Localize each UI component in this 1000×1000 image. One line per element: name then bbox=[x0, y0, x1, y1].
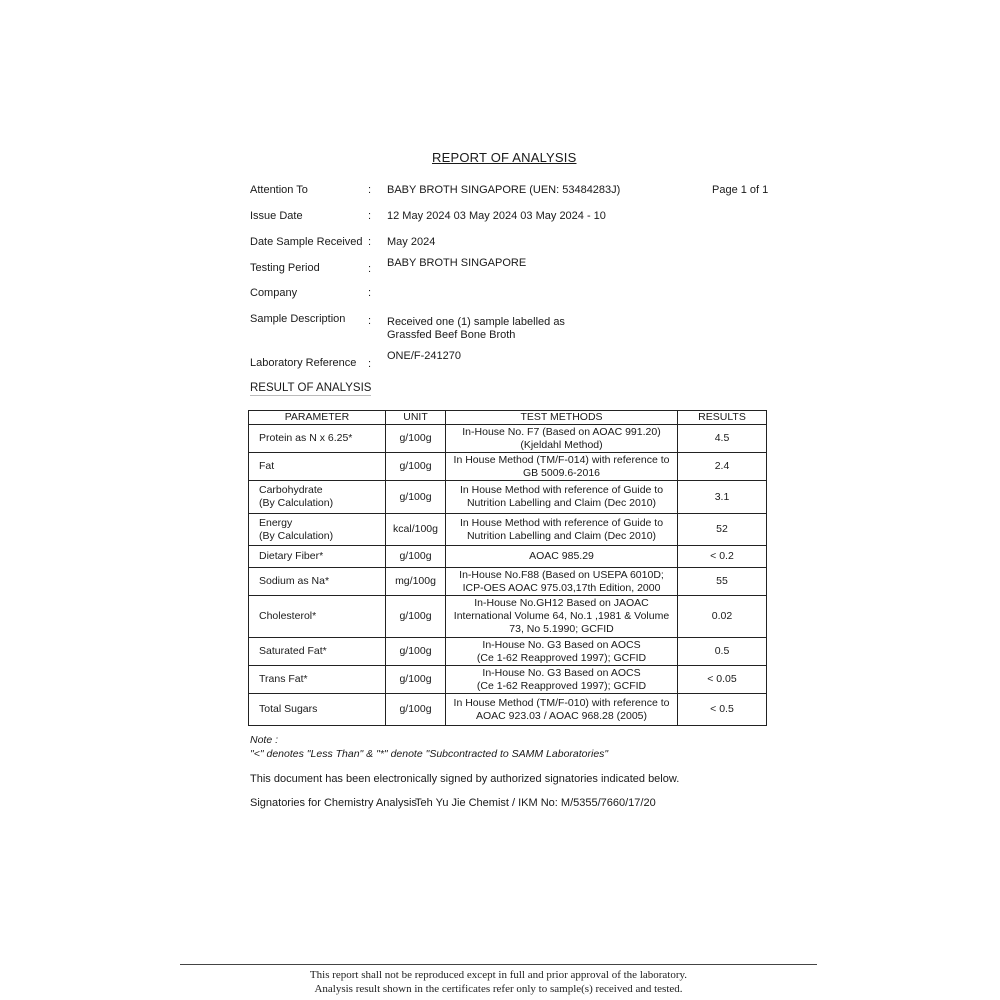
method-cell bbox=[446, 425, 678, 453]
header-parameter: PARAMETER bbox=[249, 411, 386, 425]
results-table bbox=[248, 410, 767, 726]
colon: : bbox=[368, 263, 372, 275]
signatories-label: Signatories for Chemistry Analysis bbox=[250, 797, 417, 809]
parameter-cell bbox=[249, 568, 386, 596]
colon: : bbox=[368, 210, 372, 222]
unit-cell: g/100g bbox=[386, 425, 446, 453]
header-unit: UNIT bbox=[386, 411, 446, 425]
method-line: In-House No. F7 (Based on AOAC 991.20) bbox=[462, 425, 661, 438]
table-row bbox=[249, 596, 767, 638]
parameter-note: (By Calculation) bbox=[259, 529, 334, 542]
result-cell: < 0.5 bbox=[678, 694, 767, 726]
unit-cell: g/100g bbox=[386, 481, 446, 514]
unit-cell: mg/100g bbox=[386, 568, 446, 596]
parameter-cell bbox=[249, 638, 386, 666]
issue-date-value: 12 May 2024 03 May 2024 03 May 2024 - 10 bbox=[387, 210, 606, 222]
method-line: In-House No.GH12 Based on JAOAC bbox=[474, 597, 649, 609]
method-line: 73, No 5.1990; GCFID bbox=[509, 623, 614, 635]
header-test-methods: TEST METHODS bbox=[446, 411, 678, 425]
parameter-cell bbox=[249, 514, 386, 546]
parameter-name: Saturated Fat* bbox=[259, 645, 327, 657]
colon: : bbox=[368, 287, 372, 299]
table-header-row bbox=[249, 411, 767, 425]
electronic-signature-statement: This document has been electronically signed by authorized signatories indicated below. bbox=[250, 773, 680, 785]
laboratory-reference-value: ONE/F-241270 bbox=[387, 350, 461, 362]
result-cell: < 0.2 bbox=[678, 546, 767, 568]
sample-description-line1: Received one (1) sample labelled as bbox=[387, 316, 565, 328]
result-cell: 2.4 bbox=[678, 453, 767, 481]
unit-cell: g/100g bbox=[386, 666, 446, 694]
method-line: AOAC 985.29 bbox=[529, 550, 594, 562]
footer-line-1: This report shall not be reproduced except in full and prior approval of the laboratory. bbox=[309, 969, 688, 981]
footer bbox=[180, 968, 817, 996]
colon: : bbox=[368, 236, 372, 248]
result-cell: 52 bbox=[678, 514, 767, 546]
method-line: (Kjeldahl Method) bbox=[520, 438, 603, 451]
method-line: In House Method with reference of Guide to bbox=[459, 484, 664, 496]
method-cell bbox=[446, 596, 678, 638]
method-line: In House Method (TM/F-014) with reference to bbox=[453, 453, 670, 466]
method-cell bbox=[446, 666, 678, 694]
result-cell: 0.5 bbox=[678, 638, 767, 666]
unit-cell: g/100g bbox=[386, 453, 446, 481]
table-row bbox=[249, 514, 767, 546]
method-cell bbox=[446, 514, 678, 546]
method-line: In House Method (TM/F-010) with reference to bbox=[453, 696, 670, 709]
parameter-name: Trans Fat* bbox=[259, 673, 308, 685]
parameter-cell bbox=[249, 481, 386, 514]
method-line: In-House No.F88 (Based on USEPA 6010D; bbox=[459, 568, 664, 581]
parameter-name: Energy bbox=[259, 516, 293, 529]
method-cell bbox=[446, 568, 678, 596]
method-line: (Ce 1-62 Reapproved 1997); GCFID bbox=[476, 679, 647, 692]
method-line: Nutrition Labelling and Claim (Dec 2010) bbox=[466, 497, 657, 509]
unit-cell: g/100g bbox=[386, 694, 446, 726]
date-sample-received-label: Date Sample Received bbox=[250, 236, 363, 248]
result-of-analysis-heading: RESULT OF ANALYSIS bbox=[250, 382, 372, 394]
laboratory-reference-label: Laboratory Reference bbox=[250, 357, 357, 369]
method-line: (Ce 1-62 Reapproved 1997); GCFID bbox=[476, 651, 647, 664]
table-row bbox=[249, 425, 767, 453]
testing-period-value: BABY BROTH SINGAPORE bbox=[387, 257, 527, 269]
parameter-note: (By Calculation) bbox=[259, 497, 334, 509]
method-line: In-House No. G3 Based on AOCS bbox=[482, 638, 641, 651]
attention-to-label: Attention To bbox=[250, 184, 308, 196]
sample-description-label: Sample Description bbox=[250, 313, 346, 325]
result-cell: < 0.05 bbox=[678, 666, 767, 694]
parameter-name: Fat bbox=[259, 460, 275, 472]
note-block bbox=[250, 733, 770, 761]
parameter-name: Total Sugars bbox=[259, 703, 318, 715]
unit-cell: g/100g bbox=[386, 546, 446, 568]
note-text: "<" denotes "Less Than" & "*" denote "Subcontracted to SAMM Laboratories" bbox=[250, 748, 609, 760]
method-cell bbox=[446, 481, 678, 514]
parameter-cell bbox=[249, 694, 386, 726]
page-number: Page 1 of 1 bbox=[712, 184, 769, 196]
method-line: International Volume 64, No.1 ,1981 & Volume bbox=[453, 610, 670, 622]
method-line: ICP-OES AOAC 975.03,17th Edition, 2000 bbox=[462, 581, 661, 594]
parameter-name: Dietary Fiber* bbox=[259, 550, 324, 562]
method-cell bbox=[446, 546, 678, 568]
result-cell: 55 bbox=[678, 568, 767, 596]
parameter-name: Sodium as Na* bbox=[259, 575, 330, 587]
testing-period-label: Testing Period bbox=[250, 262, 320, 274]
attention-to-value: BABY BROTH SINGAPORE (UEN: 53484283J) bbox=[387, 184, 621, 196]
parameter-cell bbox=[249, 453, 386, 481]
result-cell: 3.1 bbox=[678, 481, 767, 514]
table-row bbox=[249, 546, 767, 568]
result-cell: 4.5 bbox=[678, 425, 767, 453]
header-results: RESULTS bbox=[678, 411, 767, 425]
method-cell bbox=[446, 453, 678, 481]
table-row bbox=[249, 453, 767, 481]
table-row bbox=[249, 694, 767, 726]
method-line: In-House No. G3 Based on AOCS bbox=[482, 666, 641, 679]
parameter-cell bbox=[249, 425, 386, 453]
method-cell bbox=[446, 694, 678, 726]
note-label: Note : bbox=[250, 734, 279, 746]
method-line: In House Method with reference of Guide to bbox=[459, 516, 664, 529]
parameter-name: Carbohydrate bbox=[259, 484, 323, 496]
colon: : bbox=[368, 315, 372, 327]
method-line: AOAC 923.03 / AOAC 968.28 (2005) bbox=[475, 709, 648, 722]
table-row bbox=[249, 638, 767, 666]
colon: : bbox=[368, 358, 372, 370]
method-line: GB 5009.6-2016 bbox=[522, 466, 601, 479]
footer-line-2: Analysis result shown in the certificates refer only to sample(s) received and tested. bbox=[314, 983, 683, 995]
table-row bbox=[249, 568, 767, 596]
result-cell: 0.02 bbox=[678, 596, 767, 638]
unit-cell: g/100g bbox=[386, 638, 446, 666]
parameter-cell bbox=[249, 596, 386, 638]
sample-description-line2: Grassfed Beef Bone Broth bbox=[387, 329, 516, 341]
parameter-cell bbox=[249, 546, 386, 568]
colon: : bbox=[368, 184, 372, 196]
issue-date-label: Issue Date bbox=[250, 210, 303, 222]
table-row bbox=[249, 666, 767, 694]
parameter-cell bbox=[249, 666, 386, 694]
method-cell bbox=[446, 638, 678, 666]
parameter-name: Protein as N x 6.25* bbox=[259, 432, 353, 444]
footer-divider bbox=[180, 964, 817, 965]
date-sample-received-value: May 2024 bbox=[387, 236, 436, 248]
unit-cell: g/100g bbox=[386, 596, 446, 638]
method-line: Nutrition Labelling and Claim (Dec 2010) bbox=[466, 529, 657, 542]
unit-cell: kcal/100g bbox=[386, 514, 446, 546]
company-label: Company bbox=[250, 287, 298, 299]
report-title: REPORT OF ANALYSIS bbox=[432, 150, 577, 165]
signatories-value: Teh Yu Jie Chemist / IKM No: M/5355/7660/17/20 bbox=[415, 797, 656, 809]
parameter-name: Cholesterol* bbox=[259, 610, 317, 622]
table-row bbox=[249, 481, 767, 514]
